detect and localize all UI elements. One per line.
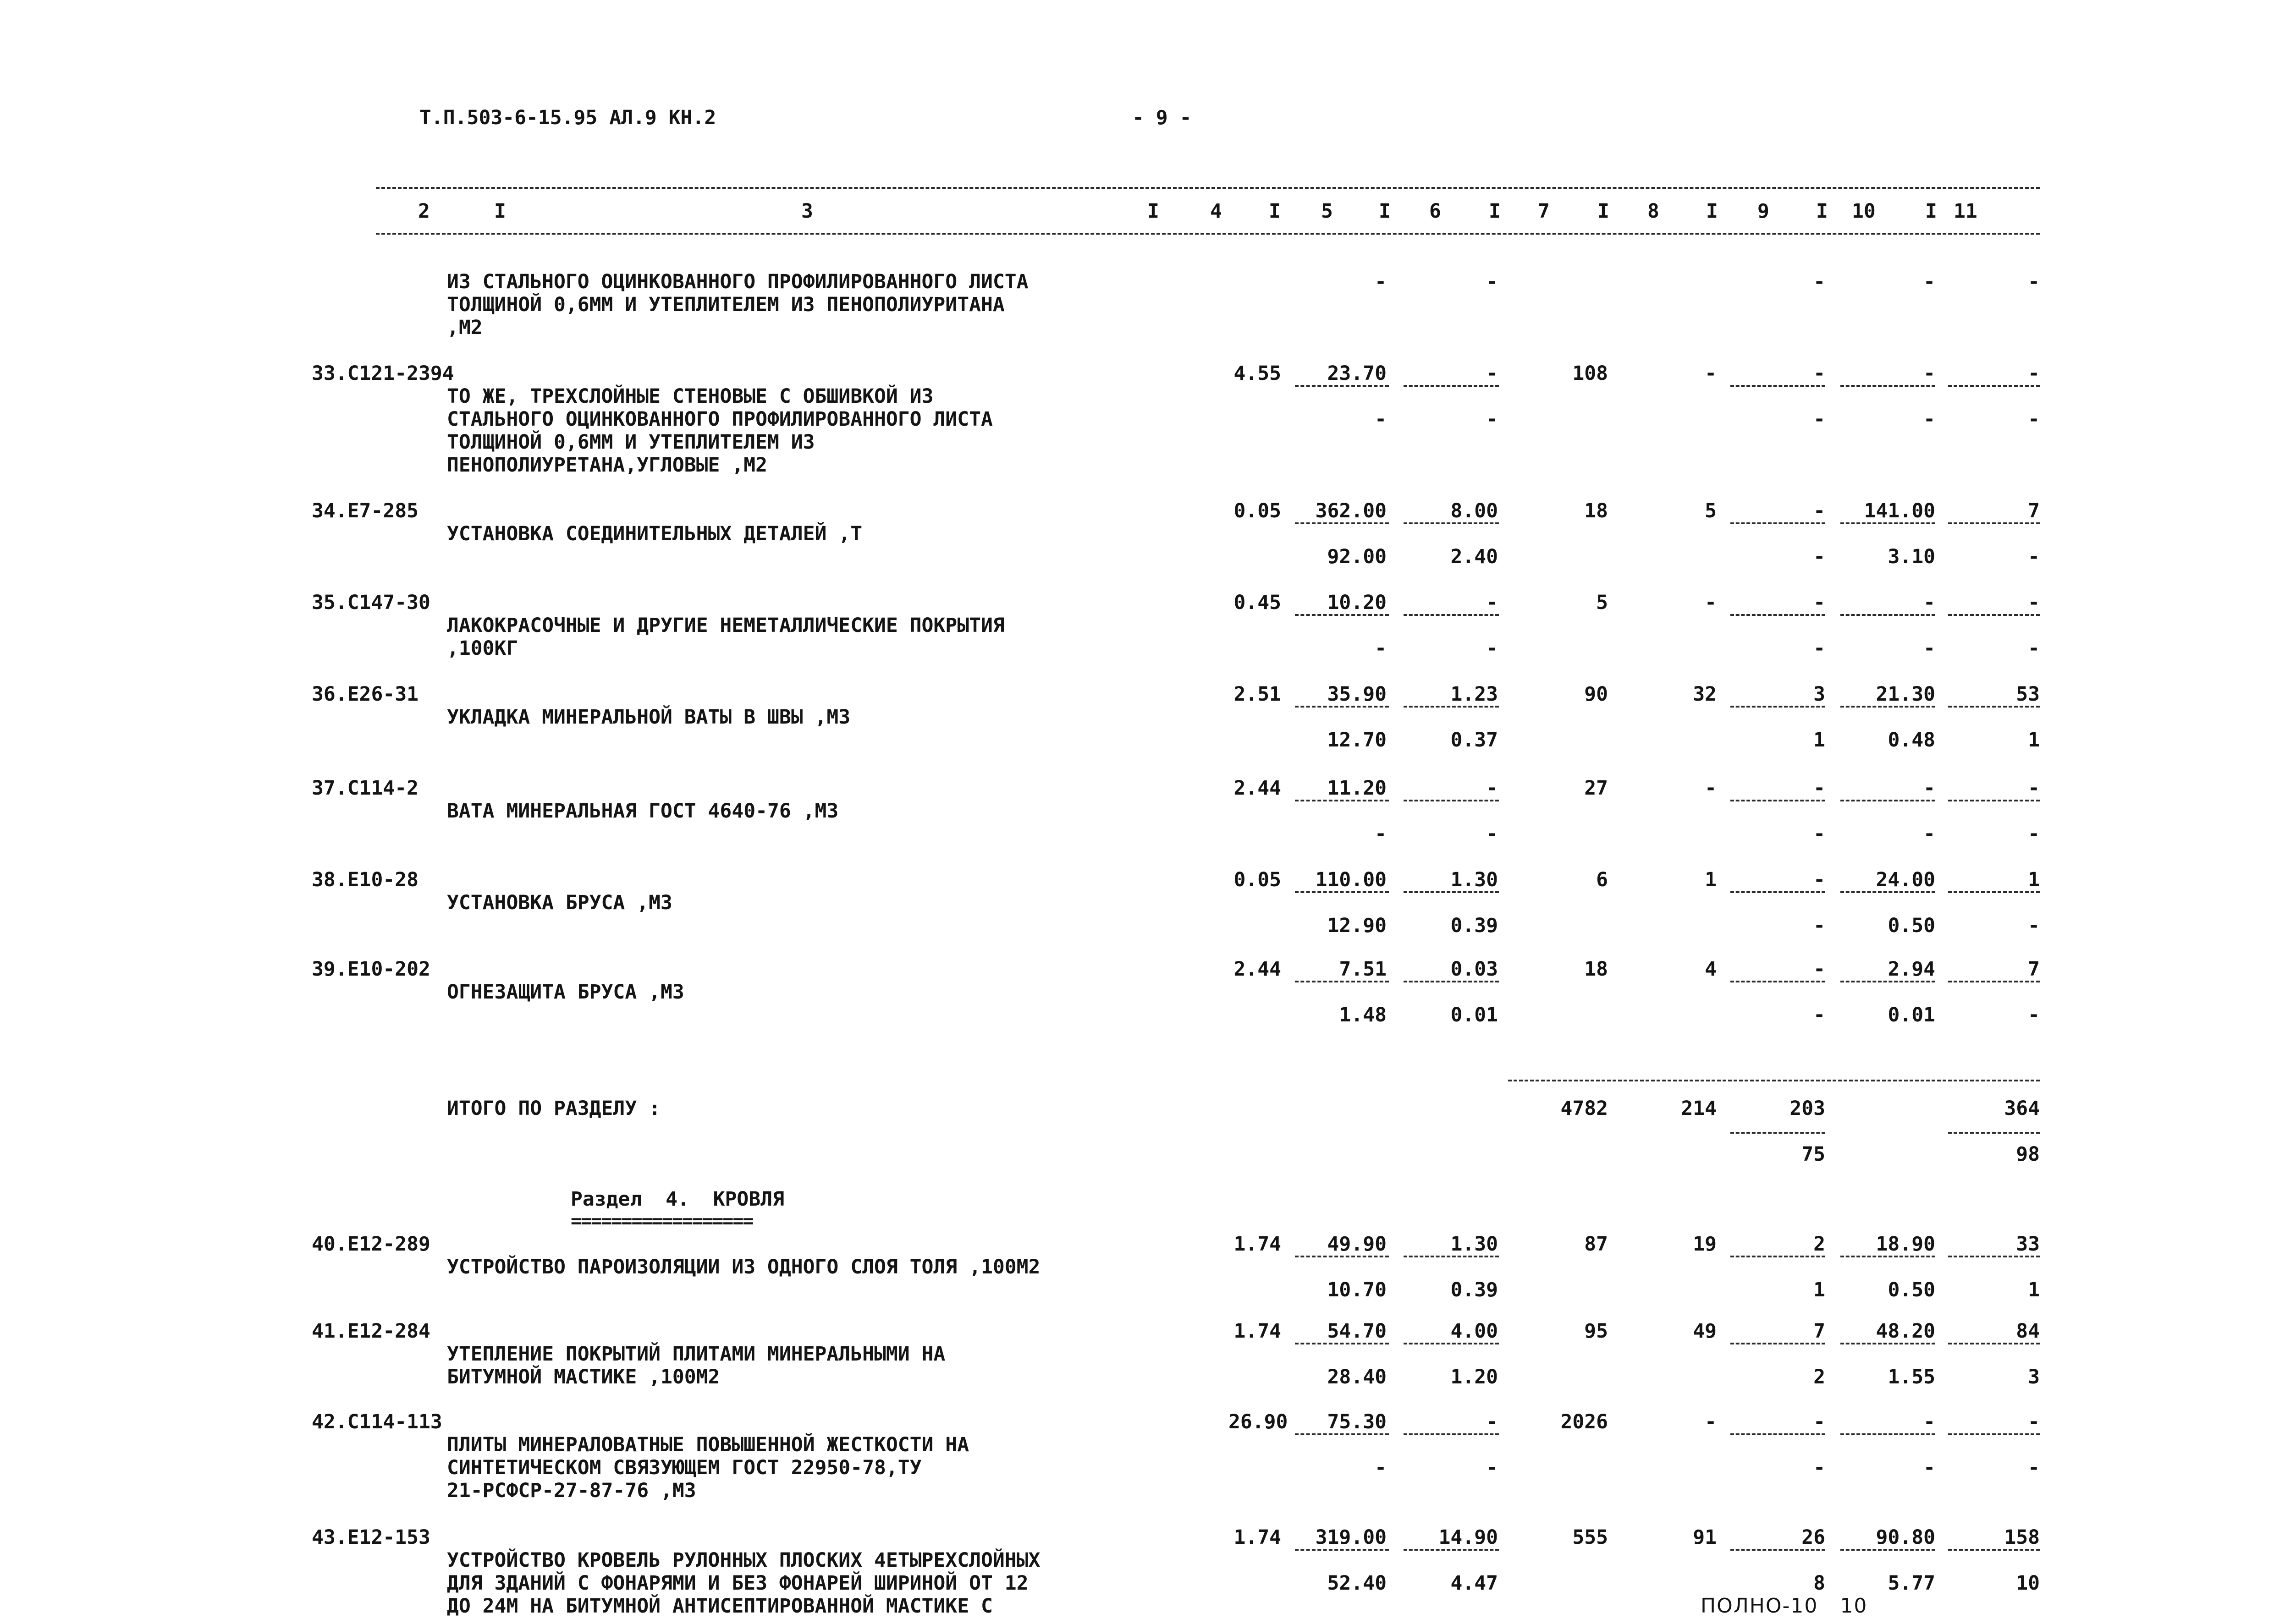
cell-c7: 87	[1584, 1233, 1608, 1256]
cell-c10: 21.30	[1876, 683, 1935, 706]
cell-divider-c5	[1295, 1256, 1389, 1257]
col-sep: I	[1489, 200, 1501, 223]
cell-c7: 108	[1572, 362, 1608, 385]
cell-c10: 2.94	[1888, 958, 1935, 981]
cell-bottom-c9: -	[1813, 1456, 1825, 1479]
row-description-line: 21-РСФСР-27-87-76 ,М3	[447, 1479, 696, 1502]
cell-bottom-c11: -	[2028, 914, 2040, 937]
cell-divider-c11	[1948, 1256, 2040, 1257]
row-description-line: ТО ЖЕ, ТРЕХСЛОЙНЫЕ СТЕНОВЫЕ С ОБШИВКОЙ ИЗ	[447, 385, 934, 408]
row-description-line: СТАЛЬНОГО ОЦИНКОВАННОГО ПРОФИЛИРОВАННОГО ЛИСТА	[447, 408, 993, 431]
cell-bottom-c5: 1.48	[1339, 1004, 1387, 1026]
cell-bottom-c5: -	[1375, 1456, 1387, 1479]
section-title-underline: ==================	[571, 1211, 753, 1232]
row-description-line: СИНТЕТИЧЕСКОМ СВЯЗУЮЩЕМ ГОСТ 22950-78,ТУ	[447, 1456, 922, 1479]
row-code: 41.Е12-284	[312, 1320, 430, 1343]
cell-c11: -	[2028, 591, 2040, 614]
cell-c6: -	[1486, 1410, 1498, 1433]
cell-c5: 319.00	[1315, 1526, 1387, 1549]
cell-bottom-c11: 1	[2028, 729, 2040, 752]
cell-bottom-c9: 1	[1813, 1278, 1825, 1301]
cell-bottom-c5: -	[1375, 823, 1387, 845]
cell-divider-c6	[1404, 981, 1499, 982]
cell-bottom-c6: -	[1486, 408, 1498, 431]
cell-c6: -	[1486, 362, 1498, 385]
row-code: 38.Е10-28	[312, 868, 418, 891]
cell-c10: -	[1923, 591, 1935, 614]
cell-c11: 53	[2016, 683, 2040, 706]
cell-bottom-c10: 0.50	[1888, 914, 1935, 937]
cell-c9: -	[1813, 362, 1825, 385]
cell-c4: 2.51	[1233, 683, 1281, 706]
cell-c6: -	[1486, 270, 1498, 293]
row-description-line: УТЕПЛЕНИЕ ПОКРЫТИЙ ПЛИТАМИ МИНЕРАЛЬНЫМИ НА	[447, 1343, 946, 1366]
cell-c5: 49.90	[1327, 1233, 1387, 1256]
cell-bottom-c10: 0.01	[1888, 1004, 1935, 1026]
col-head-7: 7	[1538, 200, 1550, 223]
cell-c11: 158	[2004, 1526, 2040, 1549]
cell-c11: -	[2028, 270, 2040, 293]
cell-c9: 2	[1813, 1233, 1825, 1256]
cell-bottom-c9: -	[1813, 823, 1825, 845]
cell-divider-c11	[1948, 981, 2040, 982]
col-sep: I	[494, 200, 506, 223]
row-description-line: ЛАКОКРАСОЧНЫЕ И ДРУГИЕ НЕМЕТАЛЛИЧЕСКИЕ ПОКРЫТИЯ	[447, 614, 1005, 637]
cell-c7: 90	[1584, 683, 1608, 706]
cell-divider-c9	[1730, 981, 1825, 982]
cell-divider-c5	[1295, 706, 1389, 708]
cell-divider-c6	[1404, 522, 1499, 524]
cell-divider-c5	[1295, 1343, 1389, 1344]
cell-c7: 555	[1572, 1526, 1608, 1549]
col-head-11: 11	[1954, 200, 1977, 223]
table-header-rule	[376, 233, 2040, 235]
total-rule	[1508, 1080, 2040, 1081]
cell-c10: 141.00	[1864, 499, 1935, 522]
cell-c9: -	[1813, 270, 1825, 293]
col-sep: I	[1706, 200, 1718, 223]
cell-c8: 1	[1705, 868, 1717, 891]
cell-c5: -	[1375, 270, 1387, 293]
cell-divider-c6	[1404, 1433, 1499, 1435]
total-label: ИТОГО ПО РАЗДЕЛУ :	[447, 1097, 661, 1120]
cell-bottom-c5: 10.70	[1327, 1278, 1387, 1301]
cell-divider-c5	[1295, 522, 1389, 524]
row-description-line: ОГНЕЗАЩИТА БРУСА ,М3	[447, 981, 684, 1004]
col-sep: I	[1816, 200, 1828, 223]
cell-bottom-c5: -	[1375, 408, 1387, 431]
cell-c9: -	[1813, 958, 1825, 981]
cell-c9: 26	[1801, 1526, 1825, 1549]
cell-divider-c9	[1730, 614, 1825, 616]
row-description-line: ДЛЯ ЗДАНИЙ С ФОНАРЯМИ И БЕЗ ФОНАРЕЙ ШИРИНОЙ ОТ 12	[447, 1572, 1029, 1595]
cell-c8: 4	[1705, 958, 1717, 981]
total-c11-bottom: 98	[2016, 1143, 2040, 1166]
cell-divider-c10	[1840, 1256, 1935, 1257]
cell-c11: 84	[2016, 1320, 2040, 1343]
cell-bottom-c5: 28.40	[1327, 1366, 1387, 1388]
cell-c7: 95	[1584, 1320, 1608, 1343]
cell-bottom-c10: 1.55	[1888, 1366, 1935, 1388]
row-description-line: ДО 24М НА БИТУМНОЙ АНТИСЕПТИРОВАННОЙ МАСТИКЕ С	[447, 1595, 993, 1618]
cell-bottom-c5: 92.00	[1327, 545, 1387, 568]
cell-divider-c9	[1730, 522, 1825, 524]
cell-c5: 110.00	[1315, 868, 1387, 891]
row-description-line: БИТУМНОЙ МАСТИКЕ ,100М2	[447, 1366, 720, 1388]
cell-c6: 1.30	[1450, 1233, 1498, 1256]
cell-c5: 35.90	[1327, 683, 1387, 706]
row-description-line: ПЛИТЫ МИНЕРАЛОВАТНЫЕ ПОВЫШЕННОЙ ЖЕСТКОСТИ НА	[447, 1433, 969, 1456]
row-description-line: ИЗ СТАЛЬНОГО ОЦИНКОВАННОГО ПРОФИЛИРОВАННОГО ЛИСТА	[447, 270, 1029, 293]
cell-divider-c10	[1840, 614, 1935, 616]
cell-c11: -	[2028, 362, 2040, 385]
row-description-line: ТОЛЩИНОЙ 0,6ММ И УТЕПЛИТЕЛЕМ ИЗ ПЕНОПОЛИУРИТАНА	[447, 293, 1005, 316]
cell-divider-c11	[1948, 891, 2040, 893]
cell-c4: 4.55	[1233, 362, 1281, 385]
cell-c6: 4.00	[1450, 1320, 1498, 1343]
cell-divider-c10	[1840, 1433, 1935, 1435]
cell-bottom-c6: 0.01	[1450, 1004, 1498, 1026]
cell-divider-c6	[1404, 385, 1499, 387]
cell-divider-c6	[1404, 1256, 1499, 1257]
cell-divider-c10	[1840, 522, 1935, 524]
cell-c6: 0.03	[1450, 958, 1498, 981]
cell-c7: 18	[1584, 499, 1608, 522]
cell-c7: 18	[1584, 958, 1608, 981]
cell-bottom-c9: 2	[1813, 1366, 1825, 1388]
row-code: 37.С114-2	[312, 777, 418, 800]
row-code: 33.С121-2394	[312, 362, 454, 385]
row-code: 39.Е10-202	[312, 958, 430, 981]
cell-bottom-c10: 0.50	[1888, 1278, 1935, 1301]
cell-bottom-c6: 0.37	[1450, 729, 1498, 752]
cell-c11: 33	[2016, 1233, 2040, 1256]
cell-c4: 0.05	[1233, 868, 1281, 891]
cell-divider-c11	[1948, 385, 2040, 387]
cell-c8: -	[1705, 1410, 1717, 1433]
cell-bottom-c6: 0.39	[1450, 1278, 1498, 1301]
col-head-8: 8	[1647, 200, 1659, 223]
total-c8: 214	[1681, 1097, 1717, 1120]
cell-bottom-c9: 8	[1813, 1572, 1825, 1595]
cell-bottom-c10: -	[1923, 823, 1935, 845]
col-head-10: 10	[1852, 200, 1876, 223]
cell-divider-c10	[1840, 981, 1935, 982]
cell-divider-c11	[1948, 614, 2040, 616]
cell-c5: 75.30	[1327, 1410, 1387, 1433]
col-sep: I	[1147, 200, 1159, 223]
col-head-6: 6	[1429, 200, 1441, 223]
row-code: 42.С114-113	[312, 1410, 442, 1433]
cell-c9: -	[1813, 868, 1825, 891]
cell-c9: -	[1813, 1410, 1825, 1433]
cell-bottom-c5: -	[1375, 637, 1387, 660]
section-title: Раздел 4. КРОВЛЯ	[571, 1188, 784, 1211]
total-c11: 364	[2004, 1097, 2040, 1120]
cell-divider-c6	[1404, 1549, 1499, 1551]
cell-bottom-c11: 10	[2016, 1572, 2040, 1595]
cell-divider-c9	[1730, 1343, 1825, 1344]
table-top-rule	[376, 187, 2040, 189]
cell-divider-c5	[1295, 981, 1389, 982]
cell-divider-c10	[1840, 1343, 1935, 1344]
row-description-line: ВАТА МИНЕРАЛЬНАЯ ГОСТ 4640-76 ,М3	[447, 800, 839, 823]
cell-bottom-c11: -	[2028, 823, 2040, 845]
cell-bottom-c6: 4.47	[1450, 1572, 1498, 1595]
cell-c8: -	[1705, 777, 1717, 800]
footer-mark: ПОЛНО-10 10	[1701, 1594, 1868, 1618]
cell-bottom-c11: 1	[2028, 1278, 2040, 1301]
cell-c8: -	[1705, 362, 1717, 385]
cell-c4: 0.45	[1233, 591, 1281, 614]
cell-divider-c9	[1730, 706, 1825, 708]
cell-divider-c6	[1404, 1343, 1499, 1344]
col-head-4: 4	[1210, 200, 1222, 223]
row-description-line: ПЕНОПОЛИУРЕТАНА,УГЛОВЫЕ ,М2	[447, 454, 767, 477]
cell-c10: -	[1923, 270, 1935, 293]
col-sep: I	[1925, 200, 1937, 223]
cell-c8: -	[1705, 591, 1717, 614]
cell-c6: 8.00	[1450, 499, 1498, 522]
cell-bottom-c9: -	[1813, 545, 1825, 568]
cell-c4: 2.44	[1233, 777, 1281, 800]
col-head-5: 5	[1321, 200, 1333, 223]
row-description-line: УКЛАДКА МИНЕРАЛЬНОЙ ВАТЫ В ШВЫ ,М3	[447, 706, 851, 729]
cell-c5: 23.70	[1327, 362, 1387, 385]
cell-c11: 7	[2028, 958, 2040, 981]
cell-c5: 10.20	[1327, 591, 1387, 614]
cell-bottom-c10: 5.77	[1888, 1572, 1935, 1595]
cell-c7: 27	[1584, 777, 1608, 800]
cell-divider-c11	[1948, 706, 2040, 708]
row-description-line: УСТАНОВКА СОЕДИНИТЕЛЬНЫХ ДЕТАЛЕЙ ,Т	[447, 522, 863, 545]
cell-bottom-c10: 3.10	[1888, 545, 1935, 568]
cell-bottom-c6: -	[1486, 637, 1498, 660]
cell-divider-c5	[1295, 891, 1389, 893]
cell-bottom-c10: -	[1923, 637, 1935, 660]
col-head-2: 2	[418, 200, 430, 223]
cell-c4: 1.74	[1233, 1320, 1281, 1343]
cell-c6: 14.90	[1438, 1526, 1498, 1549]
cell-c6: 1.30	[1450, 868, 1498, 891]
cell-c9: -	[1813, 499, 1825, 522]
cell-bottom-c11: 3	[2028, 1366, 2040, 1388]
cell-c7: 2026	[1560, 1410, 1608, 1433]
cell-divider-c5	[1295, 385, 1389, 387]
cell-bottom-c6: -	[1486, 823, 1498, 845]
row-code: 36.Е26-31	[312, 683, 418, 706]
total-sub-rule-c11	[1948, 1132, 2040, 1134]
cell-c7: 6	[1596, 868, 1608, 891]
row-code: 40.Е12-289	[312, 1233, 430, 1256]
cell-c11: 7	[2028, 499, 2040, 522]
cell-c6: 1.23	[1450, 683, 1498, 706]
cell-c5: 54.70	[1327, 1320, 1387, 1343]
cell-bottom-c11: -	[2028, 408, 2040, 431]
cell-divider-c11	[1948, 1549, 2040, 1551]
cell-c8: 32	[1693, 683, 1717, 706]
cell-c11: -	[2028, 1410, 2040, 1433]
cell-c4: 26.90	[1228, 1410, 1288, 1433]
cell-c10: 90.80	[1876, 1526, 1935, 1549]
cell-divider-c11	[1948, 1343, 2040, 1344]
doc-code: Т.П.503-6-15.95 АЛ.9 КН.2	[419, 106, 716, 129]
cell-divider-c5	[1295, 800, 1389, 801]
cell-bottom-c10: -	[1923, 1456, 1935, 1479]
cell-c9: 3	[1813, 683, 1825, 706]
cell-bottom-c5: 52.40	[1327, 1572, 1387, 1595]
total-c9: 203	[1789, 1097, 1825, 1120]
total-sub-rule-c9	[1730, 1132, 1825, 1134]
col-sep: I	[1379, 200, 1391, 223]
cell-bottom-c6: 2.40	[1450, 545, 1498, 568]
col-head-3: 3	[801, 200, 813, 223]
cell-divider-c6	[1404, 800, 1499, 801]
cell-c5: 362.00	[1315, 499, 1387, 522]
cell-divider-c5	[1295, 1549, 1389, 1551]
col-sep: I	[1597, 200, 1609, 223]
cell-c9: -	[1813, 777, 1825, 800]
cell-c9: 7	[1813, 1320, 1825, 1343]
cell-c10: -	[1923, 777, 1935, 800]
cell-divider-c9	[1730, 1256, 1825, 1257]
cell-c8: 91	[1693, 1526, 1717, 1549]
row-code: 35.С147-30	[312, 591, 430, 614]
cell-divider-c6	[1404, 614, 1499, 616]
total-c7: 4782	[1560, 1097, 1608, 1120]
cell-divider-c9	[1730, 385, 1825, 387]
cell-bottom-c9: -	[1813, 914, 1825, 937]
cell-bottom-c9: -	[1813, 1004, 1825, 1026]
cell-c7: 5	[1596, 591, 1608, 614]
cell-bottom-c9: -	[1813, 637, 1825, 660]
cell-bottom-c5: 12.70	[1327, 729, 1387, 752]
cell-c10: -	[1923, 362, 1935, 385]
cell-c8: 49	[1693, 1320, 1717, 1343]
cell-bottom-c6: -	[1486, 1456, 1498, 1479]
cell-c4: 1.74	[1233, 1526, 1281, 1549]
row-description-line: УСТРОЙСТВО КРОВЕЛЬ РУЛОННЫХ ПЛОСКИХ 4ЕТЫРЕХСЛОЙНЫХ	[447, 1549, 1041, 1572]
cell-c8: 19	[1693, 1233, 1717, 1256]
cell-divider-c10	[1840, 1549, 1935, 1551]
cell-c6: -	[1486, 777, 1498, 800]
row-description-line: ,100КГ	[447, 637, 518, 660]
cell-bottom-c6: 1.20	[1450, 1366, 1498, 1388]
cell-divider-c11	[1948, 800, 2040, 801]
cell-bottom-c11: -	[2028, 1456, 2040, 1479]
cell-c4: 0.05	[1233, 499, 1281, 522]
cell-divider-c10	[1840, 706, 1935, 708]
cell-divider-c10	[1840, 891, 1935, 893]
row-description-line: ТОЛЩИНОЙ 0,6ММ И УТЕПЛИТЕЛЕМ ИЗ	[447, 431, 815, 454]
cell-divider-c9	[1730, 891, 1825, 893]
total-c9-bottom: 75	[1801, 1143, 1825, 1166]
cell-bottom-c5: 12.90	[1327, 914, 1387, 937]
cell-c5: 7.51	[1339, 958, 1387, 981]
cell-bottom-c11: -	[2028, 545, 2040, 568]
cell-c10: 48.20	[1876, 1320, 1935, 1343]
cell-c10: 18.90	[1876, 1233, 1935, 1256]
cell-c4: 1.74	[1233, 1233, 1281, 1256]
col-head-9: 9	[1757, 200, 1769, 223]
cell-divider-c9	[1730, 1549, 1825, 1551]
cell-c11: -	[2028, 777, 2040, 800]
cell-divider-c9	[1730, 1433, 1825, 1435]
cell-divider-c5	[1295, 614, 1389, 616]
cell-divider-c11	[1948, 1433, 2040, 1435]
row-code: 43.Е12-153	[312, 1526, 430, 1549]
cell-c4: 2.44	[1233, 958, 1281, 981]
row-description-line: ,М2	[447, 316, 483, 339]
cell-c8: 5	[1705, 499, 1717, 522]
cell-divider-c5	[1295, 1433, 1389, 1435]
cell-bottom-c6: 0.39	[1450, 914, 1498, 937]
cell-bottom-c9: 1	[1813, 729, 1825, 752]
cell-bottom-c9: -	[1813, 408, 1825, 431]
cell-divider-c10	[1840, 385, 1935, 387]
row-code: 34.Е7-285	[312, 499, 418, 522]
col-sep: I	[1269, 200, 1281, 223]
cell-divider-c9	[1730, 800, 1825, 801]
cell-c6: -	[1486, 591, 1498, 614]
page-number: - 9 -	[1132, 106, 1192, 129]
cell-bottom-c10: -	[1923, 408, 1935, 431]
cell-divider-c10	[1840, 800, 1935, 801]
cell-divider-c6	[1404, 891, 1499, 893]
cell-c5: 11.20	[1327, 777, 1387, 800]
cell-divider-c11	[1948, 522, 2040, 524]
cell-bottom-c10: 0.48	[1888, 729, 1935, 752]
cell-bottom-c11: -	[2028, 637, 2040, 660]
row-description-line: УСТАНОВКА БРУСА ,М3	[447, 891, 672, 914]
cell-c11: 1	[2028, 868, 2040, 891]
cell-c10: 24.00	[1876, 868, 1935, 891]
cell-divider-c6	[1404, 706, 1499, 708]
cell-c10: -	[1923, 1410, 1935, 1433]
cell-c9: -	[1813, 591, 1825, 614]
row-description-line: УСТРОЙСТВО ПАРОИЗОЛЯЦИИ ИЗ ОДНОГО СЛОЯ ТОЛЯ ,100М2	[447, 1256, 1041, 1278]
cell-bottom-c11: -	[2028, 1004, 2040, 1026]
